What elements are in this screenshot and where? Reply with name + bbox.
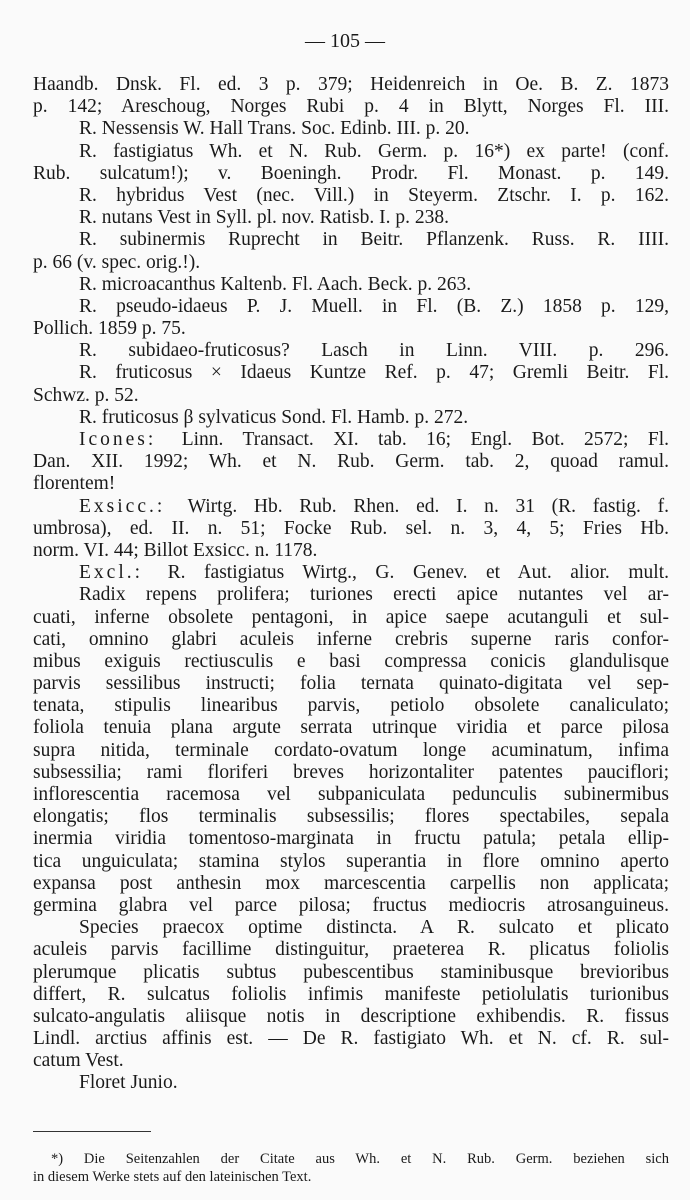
paragraph (33, 496, 669, 563)
line-text: Floret Junio. (79, 1072, 178, 1094)
line-text: p. 142; Areschoug, Norges Rubi p. 4 in Blytt, Norges Fl. III. (33, 96, 669, 118)
line-text: R. fastigiatus Wh. et N. Rub. Germ. p. 16*) ex parte! (conf. (79, 140, 669, 162)
line-text: umbrosa), ed. II. n. 51; Focke Rub. sel. n. 3, 4, 5; Fries Hb. (33, 517, 669, 539)
line-text: R. subinermis Ruprecht in Beitr. Pflanzenk. Russ. R. IIII. (79, 229, 669, 251)
text-line (33, 695, 669, 717)
line-text: R. pseudo-idaeus P. J. Muell. in Fl. (B. Z.) 1858 p. 129, (79, 295, 669, 317)
line-text: Species praecox optime distincta. A R. sulcato et plicato (79, 917, 669, 939)
paragraph (33, 584, 669, 917)
paragraph (33, 1072, 669, 1094)
line-text: Schwz. p. 52. (33, 384, 139, 406)
line-text: aculeis parvis facillime distinguitur, praeterea R. plicatus foliolis (33, 939, 669, 961)
line-text: R. subidaeo-fruticosus? Lasch in Linn. VIII. p. 296. (79, 340, 669, 362)
line-text: Wirtg. Hb. Rub. Rhen. ed. I. n. 31 (R. fastig. f. (187, 495, 669, 517)
paragraph (33, 141, 669, 185)
text-line (33, 806, 669, 828)
line-text: p. 66 (v. spec. orig.!). (33, 251, 201, 273)
text-line (33, 407, 669, 429)
paragraph (33, 562, 669, 584)
section-label: Excl.: (79, 562, 144, 584)
line-text: Haandb. Dnsk. Fl. ed. 3 p. 379; Heidenreich in Oe. B. Z. 1873 (33, 74, 669, 95)
text-line (33, 318, 669, 340)
line-text: mibus exiguis rectiusculis e basi compressa conicis glandulisque (33, 650, 669, 672)
line-text: R. Nessensis W. Hall Trans. Soc. Edinb. III. p. 20. (79, 118, 470, 140)
line-text: elongatis; flos terminalis subsessilis; flores spectabiles, sepala (33, 806, 669, 828)
text-line (33, 673, 669, 695)
line-text: Lindl. arctius affinis est. — De R. fastigiato Wh. et N. cf. R. sul- (33, 1028, 669, 1050)
paragraph (33, 407, 669, 429)
paragraph (33, 185, 669, 207)
line-text: R. nutans Vest in Syll. pl. nov. Ratisb. I. p. 238. (79, 207, 449, 229)
text-line (33, 451, 669, 473)
line-text: germina glabra vel parce pilosa; fructus mediocris atrosanguineus. (33, 894, 669, 916)
text-line (33, 962, 669, 984)
text-line (33, 607, 669, 629)
text-line (33, 118, 669, 140)
section-label: Icones: (79, 429, 157, 450)
text-line (33, 252, 669, 274)
text-line (33, 629, 669, 651)
text-line (33, 1028, 669, 1050)
text-line (33, 340, 669, 362)
text-line (33, 562, 669, 584)
line-text: subsessilia; rami floriferi breves horizontaliter patentes pauciflori; (33, 761, 669, 783)
line-text: foliola tenuia plana argute serrata utrinque viridia et parce pilosa (33, 717, 669, 739)
footnote-line: *) Die Seitenzahlen der Citate aus Wh. et N. Rub. Germ. beziehen sich (51, 1151, 669, 1167)
line-text: R. fruticosus β sylvaticus Sond. Fl. Hamb. p. 272. (79, 406, 469, 428)
line-text: Pollich. 1859 p. 75. (33, 318, 186, 340)
line-text: florentem! (33, 473, 116, 495)
line-text: inflorescentia racemosa vel subpaniculata pedunculis subinermibus (33, 784, 669, 805)
line-text: R. fruticosus × Idaeus Kuntze Ref. p. 47; Gremli Beitr. Fl. (79, 362, 669, 384)
text-line (33, 895, 669, 917)
line-text: sulcato-angulatis aliisque notis in descriptione exhibendis. R. fissus (33, 1005, 669, 1027)
line-text: inermia viridia tomentoso-marginata in fructu patula; petala ellip- (33, 828, 669, 850)
text-line (33, 540, 669, 562)
line-text: plerumque plicatis subtus pubescentibus staminibusque brevioribus (33, 961, 669, 983)
text-line (33, 651, 669, 673)
footnote-rule (33, 1131, 151, 1132)
text-line (33, 207, 669, 229)
paragraph (33, 340, 669, 362)
text-line (33, 362, 669, 384)
paragraph (33, 296, 669, 340)
text-line (33, 851, 669, 873)
text-line (33, 473, 669, 495)
paragraph (33, 274, 669, 296)
line-text: cati, omnino glabri aculeis inferne crebris superne raris confor- (33, 628, 669, 650)
text-line (33, 96, 669, 118)
section-label: Exsicc.: (79, 495, 166, 517)
text-line (33, 229, 669, 251)
text-line (33, 496, 669, 518)
line-text: tica unguiculata; stamina stylos superantia in flore omnino aperto (33, 850, 669, 872)
paragraph (33, 362, 669, 406)
footnote (33, 1150, 669, 1186)
text-line (33, 740, 669, 762)
footnote-line: in diesem Werke stets auf den lateinischen Text. (33, 1169, 312, 1185)
text-line (33, 873, 669, 895)
line-text: R. hybridus Vest (nec. Vill.) in Steyerm. Ztschr. I. p. 162. (79, 184, 669, 206)
text-line (33, 141, 669, 163)
text-line (33, 163, 669, 185)
text-line (33, 296, 669, 318)
text-line (33, 74, 669, 96)
line-text: differt, R. sulcatus foliolis infimis manifeste petiolulatis turionibus (33, 983, 669, 1005)
text-line (33, 185, 669, 207)
text-line (33, 717, 669, 739)
line-text: expansa post anthesin mox marcescentia carpellis non applicata; (33, 872, 669, 894)
line-text: Dan. XII. 1992; Wh. et N. Rub. Germ. tab. 2, quoad ramul. (33, 451, 669, 473)
paragraph (33, 207, 669, 229)
line-text: R. microacanthus Kaltenb. Fl. Aach. Beck. p. 263. (79, 273, 472, 295)
main-text (33, 74, 669, 1095)
text-line (33, 429, 669, 451)
paragraph (33, 74, 669, 118)
text-line (33, 385, 669, 407)
paragraph (33, 118, 669, 140)
paragraph (33, 917, 669, 1072)
text-line (33, 917, 669, 939)
text-line (33, 1050, 669, 1072)
line-text: tenata, stipulis linearibus parvis, petiolo obsolete canaliculato; (33, 695, 669, 717)
line-text: R. fastigiatus Wirtg., G. Genev. et Aut. alior. mult. (167, 562, 669, 584)
line-text: supra nitida, terminale cordato-ovatum longe acuminatum, infima (33, 739, 669, 761)
line-text: Linn. Transact. XI. tab. 16; Engl. Bot. 2572; Fl. (181, 429, 669, 450)
text-line (33, 762, 669, 784)
line-text: Rub. sulcatum!); v. Boeningh. Prodr. Fl. Monast. p. 149. (33, 162, 669, 184)
text-line (33, 584, 669, 606)
paragraph (33, 229, 669, 273)
line-text: parvis sessilibus instructi; folia ternata quinato-digitata vel sep- (33, 673, 669, 695)
text-line (33, 784, 669, 806)
line-text: norm. VI. 44; Billot Exsicc. n. 1178. (33, 539, 318, 561)
line-text: cuati, inferne obsolete pentagoni, in apice saepe acutanguli et sul- (33, 606, 669, 628)
line-text: Radix repens prolifera; turiones erecti apice nutantes vel ar- (79, 584, 669, 606)
text-line (33, 1006, 669, 1028)
text-line (33, 984, 669, 1006)
page-number: — 105 — (305, 30, 385, 52)
line-text: catum Vest. (33, 1050, 124, 1072)
text-line (33, 828, 669, 850)
text-line (33, 518, 669, 540)
text-line (33, 1072, 669, 1094)
text-line (33, 274, 669, 296)
paragraph (33, 429, 669, 496)
text-line (33, 939, 669, 961)
